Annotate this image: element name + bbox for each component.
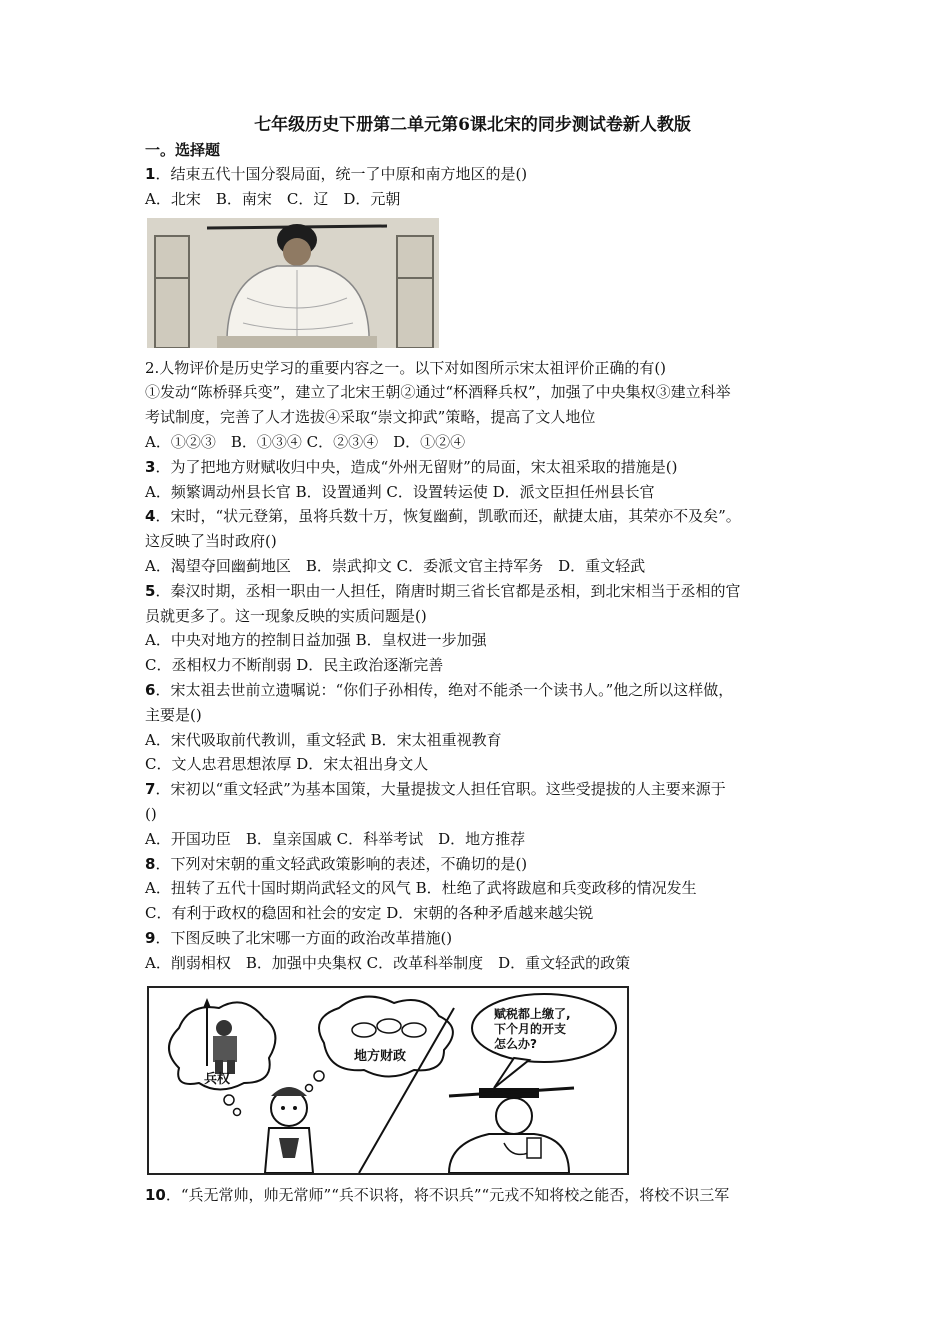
question-body: ①发动“陈桥驿兵变”，建立了北宋王朝②通过“杯酒释兵权”，加强了中央集权③建立科举 — [145, 383, 731, 402]
cloud-bubble-military — [169, 998, 275, 1116]
question-2 — [145, 356, 810, 455]
question-number: 6 — [145, 680, 156, 699]
speech-bubble-taxes — [472, 994, 616, 1088]
question-options: C．丞相权力不断削弱 D．民主政治逐渐完善 — [145, 656, 444, 675]
question-number: 4 — [145, 507, 156, 526]
cartoon-label-bingquan: 兵权 — [204, 1071, 231, 1087]
question-options: A．①②③ B．①③④ C．②③④ D．①②④ — [145, 432, 466, 451]
question-number: 3 — [145, 457, 156, 476]
question-options: A．扭转了五代十国时期尚武轻文的风气 B．杜绝了武将跋扈和兵变政移的情况发生 — [145, 879, 697, 898]
question-options: A．频繁调动州县长官 B．设置通判 C．设置转运使 D．派文臣担任州县长官 — [145, 482, 655, 501]
question-text: 2.人物评价是历史学习的重要内容之一。以下对如图所示宋太祖评价正确的有() — [145, 358, 667, 377]
section-heading: 一。选择题 — [145, 141, 221, 159]
speech-line-1: 赋税都上缴了, — [494, 1006, 571, 1021]
question-text: ．秦汉时期，丞相一职由一人担任，隋唐时期三省长官都是丞相，到北宋相当于丞相的官 — [155, 581, 741, 600]
question-number: 7 — [145, 780, 156, 799]
question-text: ．宋时，“状元登第，虽将兵数十万，恢复幽蓟，凯歌而还，献捷太庙，其荣亦不及矣”。 — [155, 507, 741, 526]
song-policy-cartoon — [147, 986, 810, 1175]
question-text-cont: 员就更多了。这一现象反映的实质问题是() — [145, 606, 427, 625]
question-9 — [145, 926, 810, 976]
question-7 — [145, 777, 810, 851]
question-text: ．结束五代十国分裂局面，统一了中原和南方地区的是() — [155, 165, 528, 183]
question-3 — [145, 455, 810, 505]
official-figure — [449, 1088, 574, 1173]
question-10 — [145, 1183, 810, 1208]
question-options: A．削弱相权 B．加强中央集权 C．改革科举制度 D．重文轻武的政策 — [145, 953, 631, 972]
question-options: A．开国功臣 B．皇亲国戚 C．科举考试 D．地方推荐 — [145, 829, 526, 848]
cartoon-label-difangcaizheng: 地方财政 — [354, 1048, 407, 1064]
question-text: ．“兵无常帅，帅无常师”“兵不识将，将不识兵”“元戎不知将校之能否，将校不识三军 — [165, 1185, 730, 1204]
question-text-cont: 主要是() — [145, 705, 202, 724]
child-figure — [265, 1087, 313, 1173]
page-title: 七年级历史下册第二单元第6课北宋的同步测试卷新人教版 — [254, 115, 691, 135]
speech-line-2: 下个月的开支 — [494, 1021, 567, 1036]
question-body: 考试制度，完善了人才选拔④采取“崇文抑武”策略，提高了文人地位 — [145, 408, 596, 427]
question-text-cont: 这反映了当时政府() — [145, 532, 277, 551]
question-number: 1 — [145, 165, 156, 183]
question-text: ．宋初以“重文轻武”为基本国策，大量提拔文人担任官职。这些受提拔的人主要来源于 — [155, 780, 726, 799]
question-options: C．文人忠君思想浓厚 D．宋太祖出身文人 — [145, 755, 429, 774]
question-1 — [145, 162, 810, 212]
question-text: ．下图反映了北宋哪一方面的政治改革措施() — [155, 928, 453, 947]
cloud-bubble-finance — [306, 996, 453, 1091]
song-taizu-portrait — [147, 218, 810, 348]
question-text: ．为了把地方财赋收归中央，造成“外州无留财”的局面，宋太祖采取的措施是() — [155, 457, 678, 476]
question-options: A．宋代吸取前代教训，重文轻武 B．宋太祖重视教育 — [145, 730, 502, 749]
question-text: ．下列对宋朝的重文轻武政策影响的表述，不确切的是() — [155, 854, 528, 873]
question-options: A．中央对地方的控制日益加强 B．皇权进一步加强 — [145, 631, 487, 650]
question-number: 10 — [145, 1185, 166, 1204]
question-6 — [145, 678, 810, 777]
question-4 — [145, 504, 810, 578]
question-text: ．宋太祖去世前立遗嘱说：“你们子孙相传，绝对不能杀一个读书人。”他之所以这样做， — [155, 680, 734, 699]
question-5 — [145, 579, 810, 678]
question-number: 9 — [145, 928, 156, 947]
document-page — [145, 112, 810, 1207]
question-options: A．渴望夺回幽蓟地区 B．崇武抑文 C．委派文官主持军务 D．重文轻武 — [145, 556, 646, 575]
question-options: C．有利于政权的稳固和社会的安定 D．宋朝的各种矛盾越来越尖锐 — [145, 904, 594, 923]
question-text-cont: () — [145, 804, 157, 823]
question-number: 5 — [145, 581, 156, 600]
question-options: A．北宋 B．南宋 C．辽 D．元朝 — [145, 189, 401, 208]
speech-line-3: 怎么办? — [494, 1036, 537, 1051]
question-number: 8 — [145, 854, 156, 873]
question-8 — [145, 852, 810, 926]
